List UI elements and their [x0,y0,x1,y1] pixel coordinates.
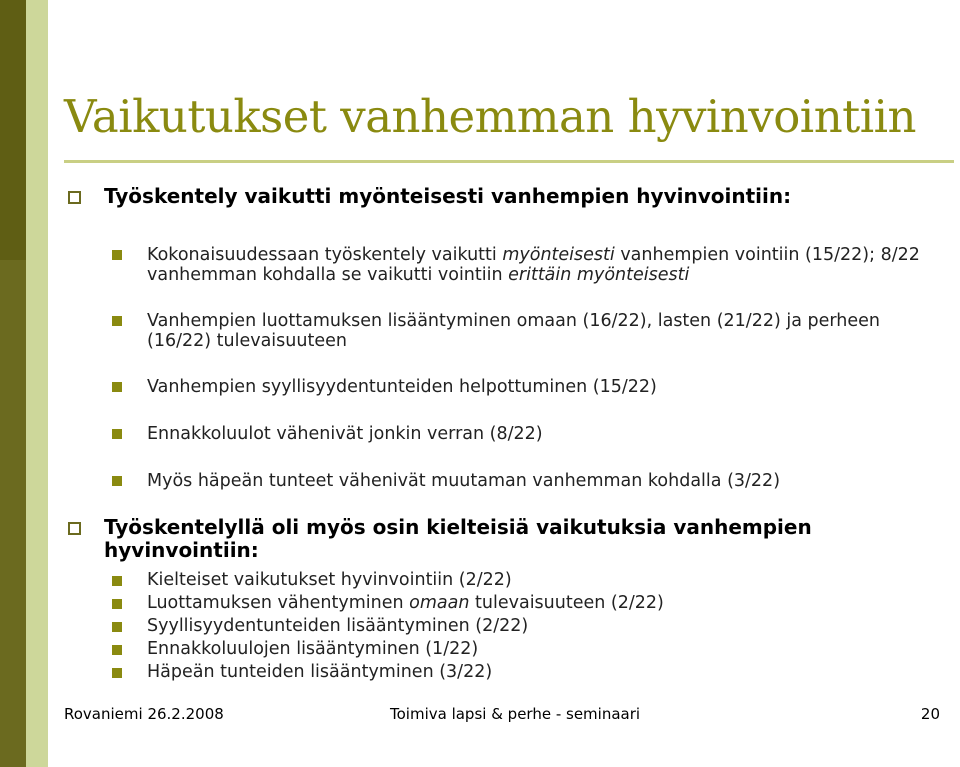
square-bullet-icon [112,599,122,609]
list-item [64,245,944,285]
page-number: 20 [920,705,940,723]
square-bullet-icon [112,382,122,392]
square-bullet-icon [112,316,122,326]
item-text: Ennakkoluulojen lisääntyminen (1/22) [147,639,479,659]
square-bullet-icon [112,576,122,586]
square-bullet-icon [112,622,122,632]
item-text: Häpeän tunteiden lisääntyminen (3/22) [147,662,493,682]
slide-title: Vaikutukset vanhemman hyvinvointiin [64,90,917,143]
item-text: Ennakkoluulot vähenivät jonkin verran (8/22) [147,424,543,444]
section-positive-heading [64,185,944,208]
square-bullet-icon [112,429,122,439]
item-text: Luottamuksen vähentyminen [147,593,410,613]
sidebar-dark-stripe-top [0,0,26,260]
list-item [64,424,944,444]
slide-content [64,180,944,684]
item-emphasis: erittäin myönteisesti [508,265,690,285]
negative-effects-list [64,569,944,684]
list-item [64,592,944,615]
section-negative-heading-text: Työskentelyllä oli myös osin kielteisiä vaikutuksia vanhempien hyvinvointiin: [104,515,812,562]
hollow-square-bullet-icon [68,522,81,535]
section-negative-heading [64,516,944,562]
item-text: Syyllisyydentunteiden lisääntyminen (2/22) [147,616,529,636]
square-bullet-icon [112,250,122,260]
hollow-square-bullet-icon [68,191,81,204]
list-item [64,311,944,351]
item-text: Vanhempien syyllisyydentunteiden helpottuminen (15/22) [147,377,657,397]
list-item [64,471,944,491]
item-emphasis: omaan [409,593,470,613]
title-underline [64,160,954,163]
positive-effects-list [64,245,944,491]
list-item [64,569,944,592]
square-bullet-icon [112,668,122,678]
list-item [64,615,944,638]
item-emphasis: myönteisesti [502,245,615,265]
item-text: Vanhempien luottamuksen lisääntyminen omaan (16/22), lasten (21/22) ja perheen (16/22) tulevaisuuteen [147,311,880,351]
item-text: vanhempien vointiin (15/22); 8/22 vanhemman kohdalla se vaikutti vointiin [147,245,920,285]
square-bullet-icon [112,476,122,486]
item-text: Kielteiset vaikutukset hyvinvointiin (2/22) [147,570,512,590]
list-item [64,661,944,684]
square-bullet-icon [112,645,122,655]
item-text: tulevaisuuteen (2/22) [469,593,664,613]
list-item [64,377,944,397]
item-text: Myös häpeän tunteet vähenivät muutaman vanhemman kohdalla (3/22) [147,471,781,491]
sidebar-light-stripe [26,0,48,767]
footer-date: Rovaniemi 26.2.2008 [64,705,224,723]
footer-event: Toimiva lapsi & perhe - seminaari [390,705,641,723]
list-item [64,638,944,661]
section-positive-heading-text: Työskentely vaikutti myönteisesti vanhempien hyvinvointiin: [104,184,792,208]
item-text: Kokonaisuudessaan työskentely vaikutti [147,245,503,265]
